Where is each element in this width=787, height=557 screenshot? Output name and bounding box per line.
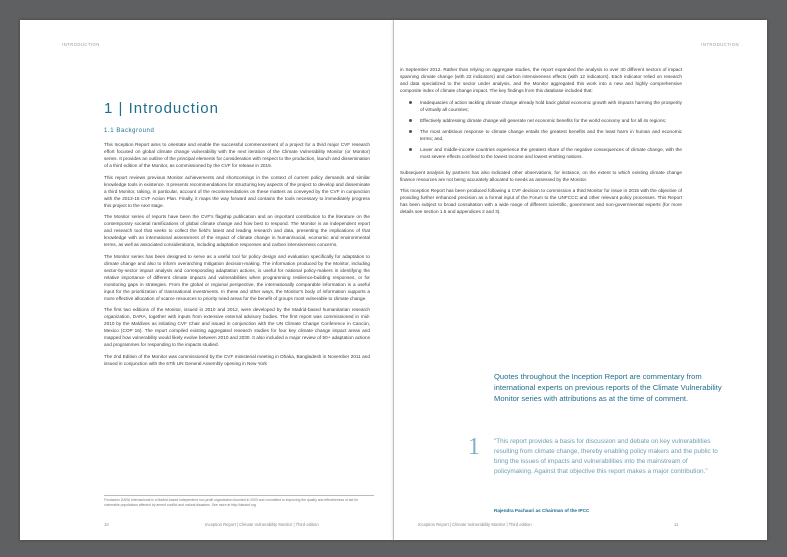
paragraph: This Inception Report aims to orientate and enable the successful commencement of a project for a third major CVF research effort focused on global climate change vulnerability with the next iteration of the Climate Vulnerability Monitor (or Monitor) series. It provides an outline of the principal elements for consideration with respect to the production, launch and dissemination of a third edition of the Monitor, as commissioned by the CVF for release in 2015. (104, 142, 370, 168)
body-text (104, 141, 370, 371)
paragraph: This report reviews previous Monitor achievements and shortcomings in the context of current policy demands and similar knowledge tools in existence. It presents recommendations for structuring key aspects of the project to develop and disseminate a third Monitor, taking, in particular, account of the recommendations on these matters as conveyed by the CVF in conjunction with the 2013-15 CVF Action Plan. Finally, it maps the way forward and contains the tools necessary to immediately progress this project to the next stage. (104, 174, 370, 208)
paragraph: The Monitor series of reports have been the CVF's flagship publication and an important contribution to the literature on the contemporary societal ramifications of global climate change and how best to respond. The Monitor is an independent report and research tool that seeks to collect the field's latest and leading research and data, presenting the implications of that knowledge with an international assessment of the impact of climate change in human/social, economic and environmental terms, as well as associated considerations, including adaptation responses and carbon intensiveness concerns. (104, 214, 370, 247)
list-item: The most ambitious response to climate change entails the greatest benefits and the least harm in human and economic terms; and, (420, 128, 682, 141)
pull-quote: "This report provides a basis for discussion and debate on key vulnerabilities resulting from climate change, thereby enabling policy makers and the public to bring the issues of impacts and vulnerabilities into the mainstream of policymaking. Against that objective this report makes a major contribution." (494, 438, 718, 475)
quote-attribution: Rajendra Pachauri as Chairman of the IPCC (494, 508, 590, 513)
section-heading: 1.1 Background (104, 128, 155, 134)
paragraph: in September 2012. Rather than relying on aggregate studies, the report expanded the analysis to over 30 different sectors of impact spanning climate change (with 22 indicators) and carbon intensiveness effects (with 12 indicators). Each indicator relied on research and data specialized to the sector under analysis, and the Monitor aggregated this work into a new and highly comprehensive composite index of climate change impact. The key findings from this database included that: (400, 67, 682, 93)
paragraph: The first two editions of the Monitor, issued in 2010 and 2012, were developed by the Madrid-based humanitarian research organization, DARA, together with inputs from extensive external advisory bodies. The first report was commissioned in mid-2010 by the Maldives as initiating CVF Chair and issued in conjunction with the UN Climate Change Conference in Cancún, Mexico (COP 16). The report compiled existing aggregated research studies for four key climate change impact areas and mapped how vulnerability would likely evolve between 2010 and 2030. It also included a major review of 50+ adaptation actions and programmes for responding to the impacts studied. (104, 307, 370, 347)
page-number: 10 (104, 522, 109, 527)
bullet-list (400, 99, 682, 160)
footer-text: Inception Report | Climate Vulnerability Monitor | Third edition (205, 522, 319, 527)
footnote: Fundación DARA Internacional is a Madrid-based independent non-profit organization founded in 2003 and committed to improving the quality and effectiveness of aid for vulnerable populations affected by armed conflict and natural disasters. See more at http://daraint.org (104, 495, 374, 507)
callout-text: Quotes throughout the Inception Report are commentary from international experts on previous reports of the Climate Vulnerability Monitor series with attributions as at the time of comment. (494, 372, 722, 403)
page-number: 11 (674, 522, 679, 527)
paragraph: Subsequent analysis by partners has also indicated other observations, for instance, on the extent to which existing climate change finance resources are not being accurately allocated to needs as assessed by the Monitor. (400, 169, 682, 182)
list-item: Inadequacies of action tackling climate change already hold back global economic growth with impacts harming the prosperity of virtually all countries; (420, 99, 682, 112)
list-item: Effectively addressing climate change will generate net economic benefits for the world economy and for all its regions; (420, 117, 682, 124)
body-text (400, 66, 682, 220)
right-page (394, 20, 767, 540)
left-page (20, 20, 393, 540)
paragraph: The Monitor series has been designed to serve as a useful tool for policy design and evaluation specifically for adaptation to climate change and also to inform overarching mitigation decision-making. The information produced by the Monitor, including sector-by-sector impact analysis and corresponding adaptation actions, is useful for national policy-makers in identifying the relative importance of different climate impacts and vulnerabilities when programming resilience-building responses, or for monitoring gaps in strategies. From the global or regional perspective, the internationally comparable information is a useful input for the prioritization of transnational investments. In these and other ways, the Monitor's body of information supports a more effective allocation of scarce resources to priority need areas for the benefit of groups most vulnerable to climate change. (104, 253, 370, 301)
footer-text: Inception Report | Climate Vulnerability Monitor | Third edition (418, 522, 532, 527)
running-head: INTRODUCTION (701, 42, 739, 47)
list-item: Lower and middle-income countries experience the greatest share of the negative consequences of climate change, with the most severe effects confined to the lowest income and lowest emitting nations. (420, 146, 682, 159)
quote-number: 1 (468, 434, 480, 460)
paragraph: This Inception Report has been produced following a CVF decision to commission a third Monitor for issue in 2015 with the objective of providing further enhanced precision as a formal input of the Forum to the UNFCCC and other relevant policy processes. This Report has been subject to broad consultation with a wide range of different scientific, government and non-governmental experts (for more details see section 1.5 and appendices 2 and 3). (400, 188, 682, 214)
chapter-title: 1 | Introduction (104, 100, 219, 118)
paragraph: The 2nd Edition of the Monitor was commissioned by the CVF ministerial meeting in Dhaka, Bangladesh in November 2011 and issued in conjunction with the 67th UN General Assembly opening in New York (104, 353, 370, 366)
running-head: INTRODUCTION (62, 42, 100, 47)
